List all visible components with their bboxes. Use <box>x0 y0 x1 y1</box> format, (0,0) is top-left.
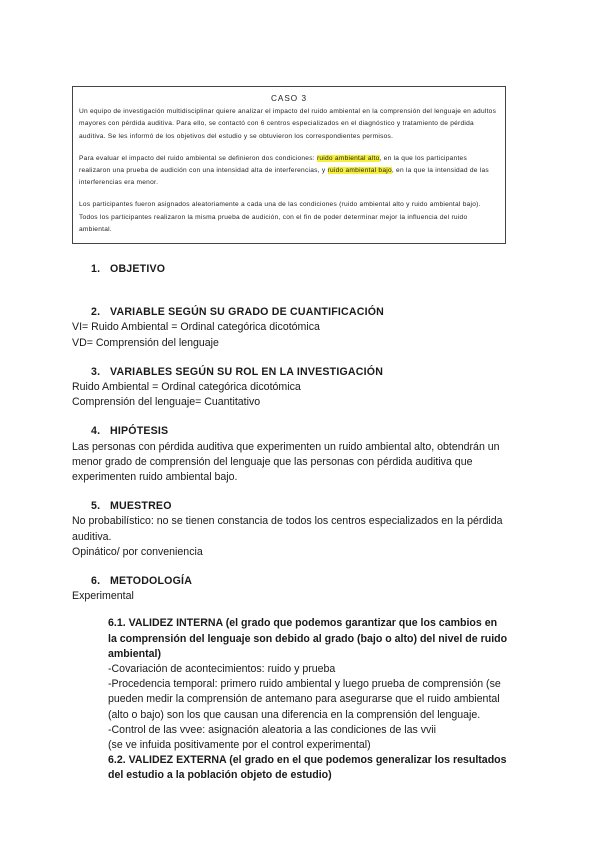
section-3-number: 3. <box>91 365 101 378</box>
section-4-line-1: Las personas con pérdida auditiva que experimenten un ruido ambiental alto, obtendrán un <box>72 440 500 453</box>
case-box <box>72 86 506 244</box>
section-1-number: 1. <box>91 263 101 275</box>
case-p2-text-a: Para evaluar el impacto del ruido ambiental se definieron dos condiciones: <box>79 154 317 162</box>
section-3-heading <box>91 365 532 380</box>
case-title: CASO 3 <box>270 94 308 103</box>
subsection-6-1-heading-line-3: ambiental) <box>108 647 161 660</box>
section-4-line-3: experimenten ruido ambiental bajo. <box>72 471 238 484</box>
section-4-title: HIPÓTESIS <box>110 425 169 438</box>
section-2-number: 2. <box>91 306 101 319</box>
case-paragraph-2 <box>79 153 499 190</box>
subsection-6-2-heading-line-1: 6.2. VALIDEZ EXTERNA (el grado en el que podemos generalizar los resultados <box>108 754 507 767</box>
subsection-6-1-heading-line-1: 6.1. VALIDEZ INTERNA (el grado que podemos garantizar que los cambios en <box>108 617 498 630</box>
subsection-6-1-line-2: -Procedencia temporal: primero ruido ambiental y luego prueba de comprensión (se <box>108 678 501 691</box>
section-3-title: VARIABLES SEGÚN SU ROL EN LA INVESTIGACIÓN <box>110 365 384 378</box>
section-4-number: 4. <box>91 425 101 438</box>
subsection-6-1-heading-line-2: la comprensión del lenguaje son debido al grado (bajo o alto) del nivel de ruido <box>108 632 508 645</box>
section-5-heading <box>91 499 532 514</box>
subsection-6-1-line-4: (alto o bajo) son los que causan una diferencia en la comprensión del lenguaje. <box>108 708 481 721</box>
subsection-6-1-line-5: -Control de las vvee: asignación aleatoria a las condiciones de las vvii <box>108 723 436 736</box>
section-5-title: MUESTREO <box>110 500 172 513</box>
section-6-heading <box>91 574 532 589</box>
case-p2-text-c: , en la que la intensidad de las interferencias era menor. <box>79 167 489 187</box>
section-6-title: METODOLOGÍA <box>110 575 193 588</box>
section-4-line-2: menor grado de comprensión del lenguaje que las personas con pérdida auditiva que <box>72 455 473 468</box>
section-2-heading <box>91 305 532 320</box>
section-2-line-2: VD= Comprensión del lenguaje <box>72 336 219 349</box>
subsection-6-1-line-6: (se ve infuida positivamente por el control experimental) <box>108 739 371 752</box>
subsection-6-1-line-1: -Covariación de acontecimientos: ruido y prueba <box>108 663 336 676</box>
case-p2-text-b: , en la que los participantes realizaron una prueba de audición con una intensidad alta de interferencias, y <box>79 154 468 175</box>
subsection-6-2-heading-line-2: del estudio a la población objeto de estudio) <box>108 769 332 782</box>
highlight-ruido-bajo: ruido ambiental bajo <box>327 167 392 175</box>
section-4-heading <box>91 424 532 439</box>
section-3-line-2: Comprensión del lenguaje= Cuantitativo <box>72 396 261 409</box>
subsection-6-1-line-3: pueden medir la comprensión de antemano para asegurarse que el ruido ambiental <box>108 693 500 706</box>
section-5-line-1: No probabilístico: no se tienen constancia de todos los centros especializados en la pérdida <box>72 515 503 528</box>
subsection-6-1 <box>108 616 538 753</box>
section-6-number: 6. <box>91 575 101 588</box>
highlight-ruido-alto: ruido ambiental alto <box>316 154 380 162</box>
section-2-title: VARIABLE SEGÚN SU GRADO DE CUANTIFICACIÓN <box>110 306 385 319</box>
case-paragraph-1: Un equipo de investigación multidisciplinar quiere analizar el impacto del ruido ambiental en la comprensión del lenguaje en adultos mayores con pérdida auditiva. Para ello, se contactó con 6 centros especializados en el diagnóstico y tratamiento de pérdida auditiva. Se les informó de los objetivos del estudio y se obtuvieron los correspondientes permisos. <box>79 108 497 140</box>
case-paragraph-3: Los participantes fueron asignados aleatoriamente a cada una de las condiciones (ruido ambiental alto y ruido ambiental bajo). Todos los participantes realizaron la misma prueba de audición, con el fin de poder determinar mejor la influencia del ruido ambiental. <box>79 201 481 233</box>
section-5-line-2: auditiva. <box>72 530 112 543</box>
section-1-heading <box>91 262 532 277</box>
section-1-title: OBJETIVO <box>110 263 166 275</box>
section-6-line-1: Experimental <box>72 590 134 603</box>
document-body <box>72 262 532 784</box>
section-3-line-1: Ruido Ambiental = Ordinal categórica dicotómica <box>72 381 301 394</box>
section-5-line-3: Opinático/ por conveniencia <box>72 545 203 558</box>
section-2-line-1: VI= Ruido Ambiental = Ordinal categórica dicotómica <box>72 321 320 334</box>
section-5-number: 5. <box>91 500 101 513</box>
subsection-6-2 <box>108 753 538 783</box>
